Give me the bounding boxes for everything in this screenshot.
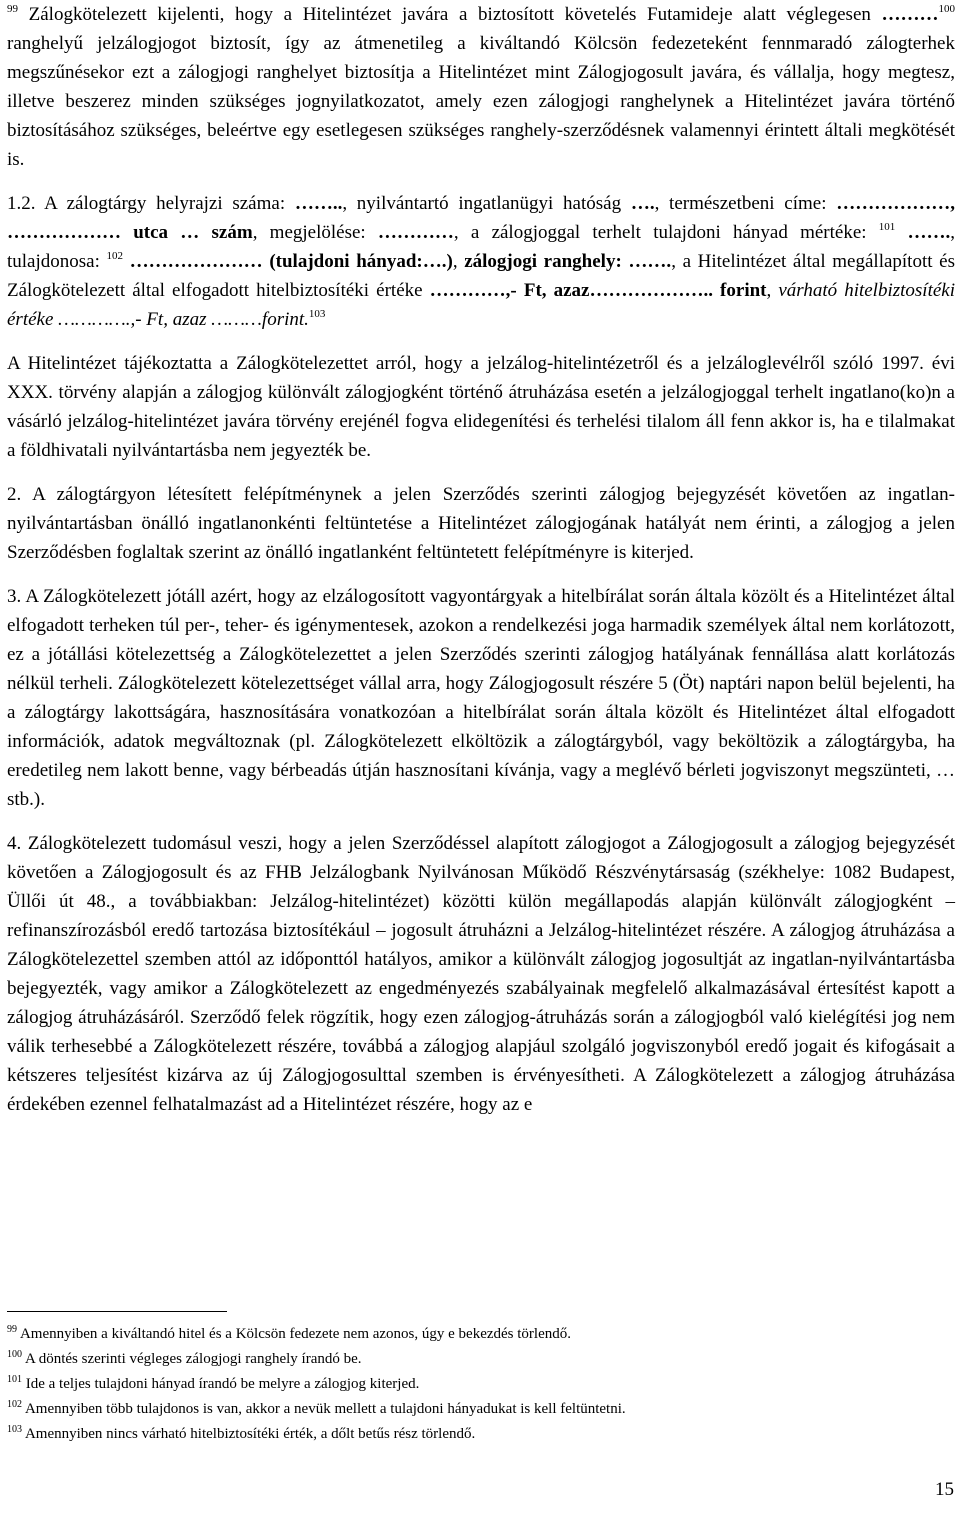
footnote-101 xyxy=(7,1374,419,1394)
paragraph-section-4: 4. Zálogkötelezett tudomásul veszi, hogy a jelen Szerződéssel alapított zálogjogot a Zálogjogosult a zálogjog bejegyzését követően a Zálogjogosult és az FHB Jelzálogbank Nyilvánosan Működő Részvénytársaság (székhelye: 1082 Budapest, Üllői út 48., a továbbiakban: Jelzálog-hitelintézet) közötti külön megállapodás alapján különvált zálogjogként – refinanszírozásból eredő tartozása biztosítékául – jogosult átruházni a Jelzálog-hitelintézet részére. A zálogjog átruházása a Zálogkötelezettel szemben attól az időponttól hatályos, amikor a különvált zálogjog jogosultját az ingatlan-nyilvántartásba bejegyezték, vagy amikor a Zálogkötelezett az engedményezés szabályainak megfelelő alkalmazásával értesítést kapott a zálogjog átruházásáról. Szerződő felek rögzítik, hogy ezen zálogjog-átruházás során a zálogjogból való kielégítési jog nem válik terhesebbé a Zálogkötelezett részére, továbbá a zálogjog alapjául szolgáló jogviszonyból eredő jogait és kifogásait a kétszeres teljesítést kizárva az új Zálogjogosulttal szemben is érvényesítheti. A Zálogkötelezett a zálogjog átruházása érdekében ezennel felhatalmazást ad a Hitelintézet részére, hogy az e xyxy=(7,833,955,1115)
footnote-102 xyxy=(7,1399,626,1419)
footnote-ref-101: 101 xyxy=(878,221,896,233)
footnote-text: Amennyiben több tulajdonos is van, akkor a nevük mellett a tulajdoni hányadukat is kell feltüntetni. xyxy=(24,1401,626,1417)
footnote-100 xyxy=(7,1349,362,1369)
placeholder-rank: zálogjogi ranghely: ……. xyxy=(464,251,672,272)
footnote-text: Amennyiben a kiváltandó hitel és a Kölcsön fedezete nem azonos, úgy e bekezdés törlendő. xyxy=(19,1326,571,1342)
placeholder-designation: ………… xyxy=(377,222,454,243)
footnote-number: 102 xyxy=(7,1399,22,1410)
text: , a Hitelintézet által megállapított és Zálogkötelezett által elfogadott hitelbiztosítéki értéke xyxy=(7,251,955,301)
text: , megjelölése: xyxy=(252,222,378,243)
footnote-103 xyxy=(7,1424,475,1444)
footnote-ref-102: 102 xyxy=(106,250,124,262)
footnote-ref-100: 100 xyxy=(938,3,955,15)
placeholder-dots: ……… xyxy=(881,4,939,25)
text: Zálogkötelezett kijelenti, hogy a Hitelintézet javára a biztosított követelés Futamideje alatt véglegesen xyxy=(18,4,882,25)
footnote-ref-99: 99 xyxy=(7,3,18,15)
placeholder-share: ……. xyxy=(895,222,951,243)
paragraph-section-2: 2. A zálogtárgyon létesített felépítménynek a jelen Szerződés szerinti zálogjog bejegyzését követően az ingatlan-nyilvántartásban önálló ingatlanonkénti feltüntetése a Hitelintézet zálogjogának hatályát nem érinti, a zálogjog a jelen Szerződésben foglaltak szerint az önálló ingatlanként feltüntetett felépítményre is kiterjed. xyxy=(7,484,955,563)
text: ranghelyű jelzálogjogot biztosít, így az átmenetileg a kiváltandó Kölcsön fedezeteként fennmaradó zálogterhek megszűnésekor ezt a zálogjogi ranghelyet biztosítja a Hitelintézet mint Zálogjogosult javára, és vállalja, hogy megtesz, illetve beszerez minden szükséges jognyilatkozatot, amely ezen zálogjogi ranghelynek a Hitelintézet javára történő biztosításához szükséges, beleértve egy esetlegesen szükséges ranghely-szerződésnek valamennyi érintett általi megkötését is. xyxy=(7,33,955,170)
page-number: 15 xyxy=(935,1479,954,1500)
paragraph-pledge-declaration xyxy=(7,0,955,174)
placeholder-value: …………,- Ft, azaz……………….. forint xyxy=(429,280,767,301)
paragraph-section-3: 3. A Zálogkötelezett jótáll azért, hogy az elzálogosított vagyontárgyak a hitelbírálat során általa közölt és a Hitelintézet által elfogadott terheken túl per-, teher- és igénymentesek, azokon a rendelkezési joga harmadik személyek által nem korlátozott, ez a jótállási kötelezettség a Zálogkötelezettet a jelen Szerződés szerinti zálogjog hatályának fennállása alatt korlátozás nélkül terheli. Zálogkötelezett kötelezettséget vállal arra, hogy Zálogjogosult részére 5 (Öt) naptári napon belül bejelenti, ha a zálogtárgy lakottságára, hasznosítására vonatkozóan a hitelbírálat során általa közölt és Hitelintézet által elfogadott információk, adatok megváltoznak (pl. Zálogkötelezett elköltözik a zálogtárgyból, vagy beköltözik a zálogtárgyba, ha eredetileg nem lakott benne, vagy bérbeadás útján hasznosítani kívánja, vagy a meglévő bérleti jogviszonyt megszünteti, … stb.). xyxy=(7,586,955,810)
footnote-text: A döntés szerinti végleges zálogjogi ranghely írandó be. xyxy=(24,1351,362,1367)
paragraph-collateral-details xyxy=(7,189,955,334)
text: , a zálogjoggal terhelt tulajdoni hányad mértéke: xyxy=(453,222,879,243)
paragraph-mortgage-info: A Hitelintézet tájékoztatta a Zálogkötelezettet arról, hogy a jelzálog-hitelintézetről és a jelzáloglevélről szóló 1997. évi XXX. törvény alapján a zálogjog különvált zálogjogként történő átruházása esetén a jelzálogjoggal terhelt ingatlano(ko)n a vásárló jelzálog-hitelintézet javára törvény erejénél fogva elidegenítési és terhelési tilalom áll fenn akkor is, ha e tilalmakat a földhivatali nyilvántartásba nem jegyezték be. xyxy=(7,353,955,461)
italic-expected-value: várható hitelbiztosítéki értéke ………….,- Ft, azaz ………forint. xyxy=(7,280,956,330)
footnote-number: 103 xyxy=(7,1424,22,1435)
text: , nyilvántartó ingatlanügyi hatóság xyxy=(342,193,631,214)
placeholder-lot-number: …….. xyxy=(294,193,343,214)
text: , xyxy=(452,251,465,272)
placeholder-authority: …. xyxy=(630,193,655,214)
placeholder-owner: ………………… (tulajdoni hányad:….) xyxy=(123,251,453,272)
document-page xyxy=(7,0,955,1119)
text: , tulajdonosa: xyxy=(7,222,955,272)
text: , természetbeni címe: xyxy=(654,193,837,214)
footnote-ref-103: 103 xyxy=(308,308,326,320)
footnote-99 xyxy=(7,1324,571,1344)
footnote-number: 100 xyxy=(7,1349,22,1360)
text: , xyxy=(766,280,779,301)
footnote-separator xyxy=(7,1311,227,1312)
text: 1.2. A zálogtárgy helyrajzi száma: xyxy=(7,193,295,214)
footnote-text: Ide a teljes tulajdoni hányad írandó be melyre a zálogjog kiterjed. xyxy=(25,1376,420,1392)
footnote-number: 99 xyxy=(7,1324,17,1335)
footnote-number: 101 xyxy=(7,1374,22,1385)
footnote-text: Amennyiben nincs várható hitelbiztosítéki érték, a dőlt betűs rész törlendő. xyxy=(24,1426,476,1442)
placeholder-address: ………………, ……………… utca … szám xyxy=(7,193,955,243)
